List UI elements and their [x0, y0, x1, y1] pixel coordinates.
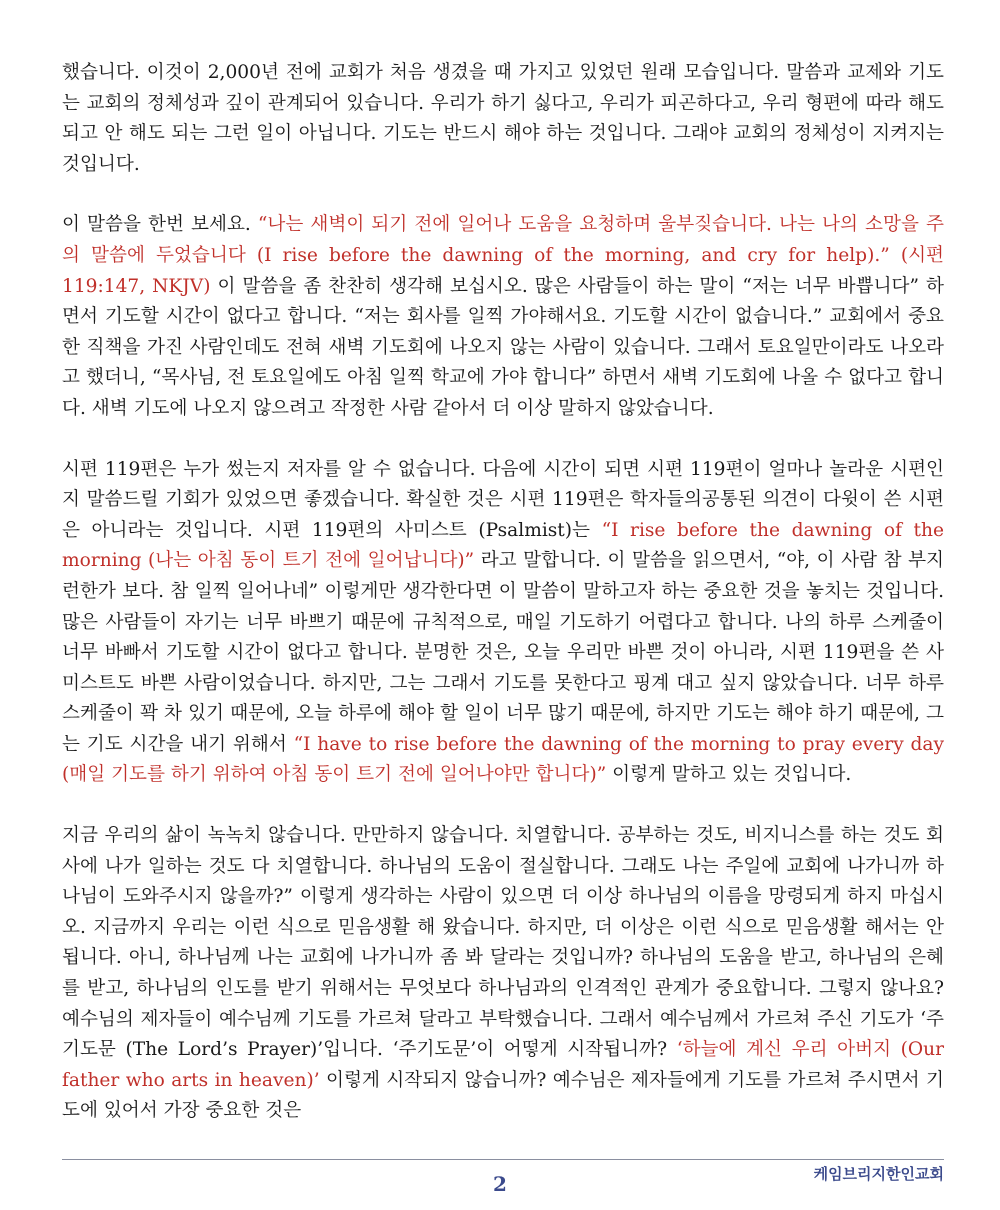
- paragraph-3: [62, 455, 944, 792]
- paragraph-text: 시편 119편은 누가 썼는지 저자를 알 수 없습니다. 다음에 시간이 되면 시편 119편이 얼마나 놀라운 시편인지 말씀드릴 기회가 있었으면 좋겠습니다. 확실한 것은 시편 119편은 학자들의공통된 의견이 다윗이 쓴 시편은 아니라는 것입니다. 시편 119편의 사미스트 (Psalmist)는: [62, 458, 944, 541]
- paragraph-4: [62, 821, 944, 1127]
- paragraph-text: 이렇게 시작되지 않습니까? 예수님은 제자들에게 기도를 가르쳐 주시면서 기도에 있어서 가장 중요한 것은: [62, 1069, 944, 1122]
- paragraph-1: [62, 58, 944, 180]
- page-number: 2: [493, 1172, 507, 1196]
- document-body: [62, 58, 944, 1157]
- paragraph-text: 라고 말합니다. 이 말씀을 읽으면서, “야, 이 사람 참 부지런한가 보다. 참 일찍 일어나네” 이렇게만 생각한다면 이 말씀이 말하고자 하는 중요한 것을 놓치는 것입니다. 많은 사람들이 자기는 너무 바쁘기 때문에 규칙적으로, 매일 기도하기 어렵다고 합니다. 나의 하루 스케줄이 너무 바빠서 기도할 시간이 없다고 합니다. 분명한 것은, 오늘 우리만 바쁜 것이 아니라, 시편 119편을 쓴 사미스트도 바쁜 사람이었습니다. 하지만, 그는 그래서 기도를 못한다고 핑계 대고 싶지 않았습니다. 너무 하루 스케줄이 꽉 차 있기 때문에, 오늘 하루에 해야 할 일이 너무 많기 때문에, 하지만 기도는 해야 하기 때문에, 그는 기도 시간을 내기 위해서: [62, 550, 944, 755]
- scripture-quote: “I have to rise before the dawning of the morning to pray every day (매일 기도를 하기 위하여 아침 동이 트기 전에 일어나야만 합니다)”: [62, 733, 944, 786]
- scripture-quote: “나는 새벽이 되기 전에 일어나 도움을 요청하며 울부짖습니다. 나는 나의 소망을 주의 말씀에 두었습니다 (I rise before the dawning of the morning, and cry for help).” (시편 119:147, NKJV): [62, 214, 944, 297]
- church-name: 케임브리지한인교회: [813, 1165, 944, 1183]
- paragraph-text: 이 말씀을 한번 보세요.: [62, 214, 258, 236]
- paragraph-text: 했습니다. 이것이 2,000년 전에 교회가 처음 생겼을 때 가지고 있었던 원래 모습입니다. 말씀과 교제와 기도는 교회의 정체성과 깊이 관계되어 있습니다. 우리가 하기 싫다고, 우리가 피곤하다고, 우리 형편에 따라 해도 되고 안 해도 되는 그런 일이 아닙니다. 기도는 반드시 해야 하는 것입니다. 그래야 교회의 정체성이 지켜지는 것입니다.: [62, 62, 944, 175]
- paragraph-2: [62, 210, 944, 424]
- scripture-quote: “I rise before the dawning of the morning (나는 아침 동이 트기 전에 일어납니다)”: [62, 519, 944, 572]
- footer-divider: [62, 1159, 944, 1160]
- paragraph-text: 이렇게 말하고 있는 것입니다.: [606, 764, 852, 786]
- paragraph-text: 지금 우리의 삶이 녹녹치 않습니다. 만만하지 않습니다. 치열합니다. 공부하는 것도, 비지니스를 하는 것도 회사에 나가 일하는 것도 다 치열합니다. 하나님의 도움이 절실합니다. 그래도 나는 주일에 교회에 나가니까 하나님이 도와주시지 않을까?” 이렇게 생각하는 사람이 있으면 더 이상 하나님의 이름을 망령되게 하지 마십시오. 지금까지 우리는 이런 식으로 믿음생활 해 왔습니다. 하지만, 더 이상은 이런 식으로 믿음생활 해서는 안 됩니다. 아니, 하나님께 나는 교회에 나가니까 좀 봐 달라는 것입니까? 하나님의 도움을 받고, 하나님의 은혜를 받고, 하나님의 인도를 받기 위해서는 무엇보다 하나님과의 인격적인 관계가 중요합니다. 그렇지 않나요? 예수님의 제자들이 예수님께 기도를 가르쳐 달라고 부탁했습니다. 그래서 예수님께서 가르쳐 주신 기도가 ‘주기도문 (The Lord’s Prayer)’입니다. ‘주기도문’이 어떻게 시작됩니까?: [62, 825, 944, 1061]
- scripture-quote: ‘하늘에 계신 우리 아버지 (Our father who arts in heaven)’: [62, 1039, 945, 1091]
- paragraph-text: 이 말씀을 좀 찬찬히 생각해 보십시오. 많은 사람들이 하는 말이 “저는 너무 바쁩니다” 하면서 기도할 시간이 없다고 합니다. “저는 회사를 일찍 가야해서요. 기도할 시간이 없습니다.” 교회에서 중요한 직책을 가진 사람인데도 전혀 새벽 기도회에 나오지 않는 사람이 있습니다. 그래서 토요일만이라도 나오라고 했더니, “목사님, 전 토요일에도 아침 일찍 학교에 가야 합니다” 하면서 새벽 기도회에 나올 수 없다고 합니다. 새벽 기도에 나오지 않으려고 작정한 사람 같아서 더 이상 말하지 않았습니다.: [62, 275, 944, 419]
